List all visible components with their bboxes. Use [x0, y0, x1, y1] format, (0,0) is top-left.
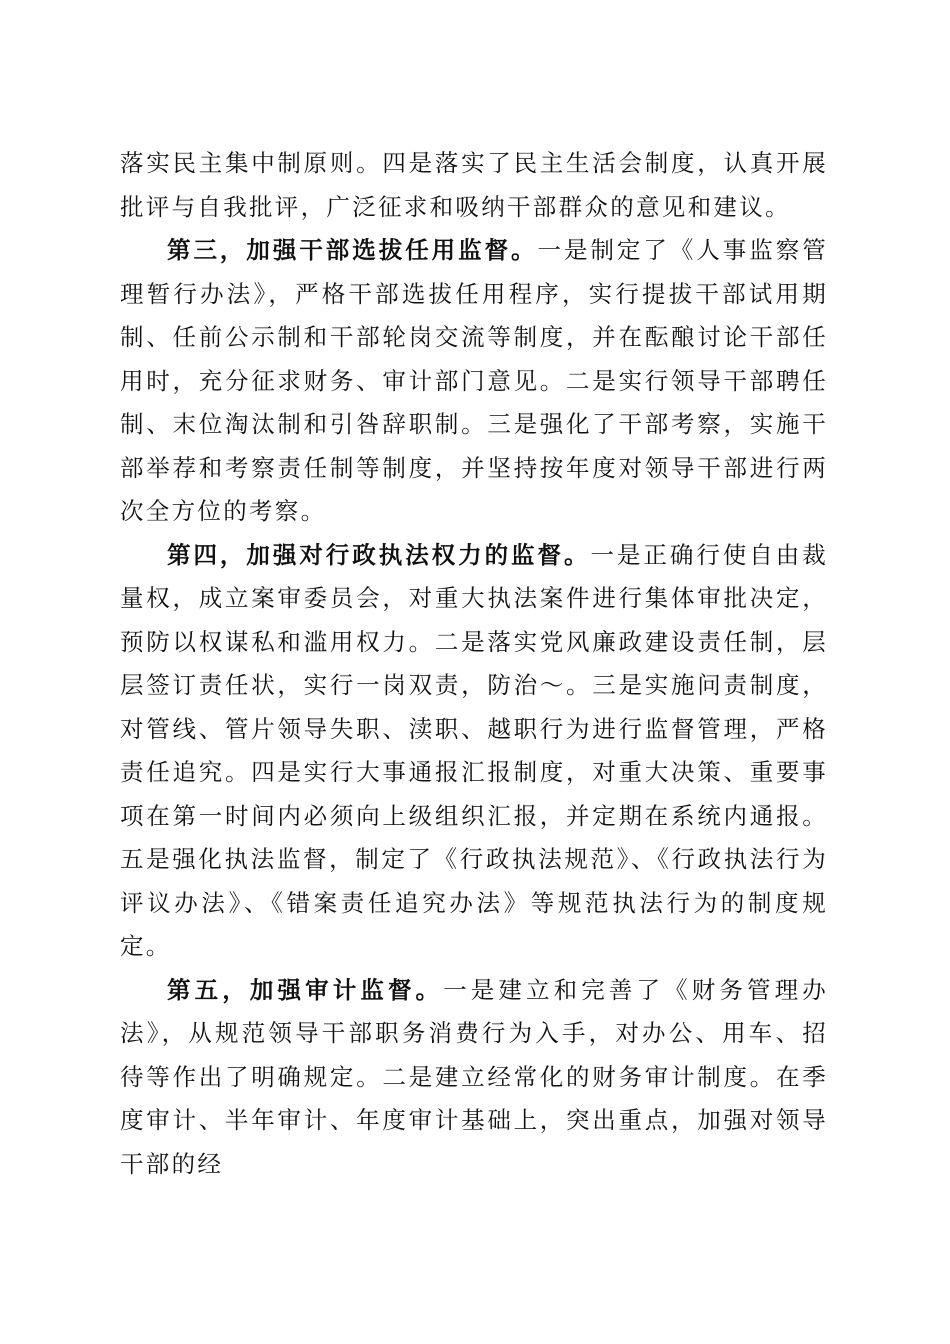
paragraph-heading: 第四，加强对行政执法权力的监督。 — [167, 540, 591, 569]
paragraph-continuation — [120, 142, 828, 229]
paragraph-audit — [120, 969, 828, 1187]
paragraph-body: 一是正确行使自由裁量权，成立案审委员会，对重大执法案件进行集体审批决定，预防以权谋私和滥用权力。二是落实党风廉政建设责任制，层层签订责任状，实行一岗双责，防治～。三是实施问责制度，对管线、管片领导失职、渎职、越职行为进行监督管理，严格责任追究。四是实行大事通报汇报制度，对重大决策、重要事项在第一时间内必须向上级组织汇报，并定期在系统内通报。五是强化执法监督，制定了《行政执法规范》、《行政执法行为评议办法》、《错案责任追究办法》等规范执法行为的制度规定。 — [120, 540, 828, 960]
document-page — [120, 142, 828, 1186]
paragraph-heading: 第三，加强干部选拔任用监督。 — [167, 236, 538, 264]
paragraph-body: 一是制定了《人事监察管理暂行办法》，严格干部选拔任用程序，实行提拔干部试用期制、任前公示制和干部轮岗交流等制度，并在酝酿讨论干部任用时，充分征求财务、审计部门意见。二是实行领导干部聘任制、末位淘汰制和引咎辞职制。三是强化了干部考察，实施干部举荐和考察责任制等制度，并坚持按年度对领导干部进行两次全方位的考察。 — [120, 236, 828, 525]
paragraph-law-enforcement — [120, 534, 828, 969]
paragraph-body: 落实民主集中制原则。四是落实了民主生活会制度，认真开展批评与自我批评，广泛征求和吸纳干部群众的意见和建议。 — [120, 149, 828, 221]
paragraph-heading: 第五，加强审计监督。 — [167, 975, 444, 1004]
paragraph-cadre-selection — [120, 229, 828, 534]
paragraph-body: 一是建立和完善了《财务管理办法》，从规范领导干部职务消费行为入手，对办公、用车、招待等作出了明确规定。二是建立经常化的财务审计制度。在季度审计、半年审计、年度审计基础上，突出重点，加强对领导干部的经 — [120, 975, 829, 1178]
